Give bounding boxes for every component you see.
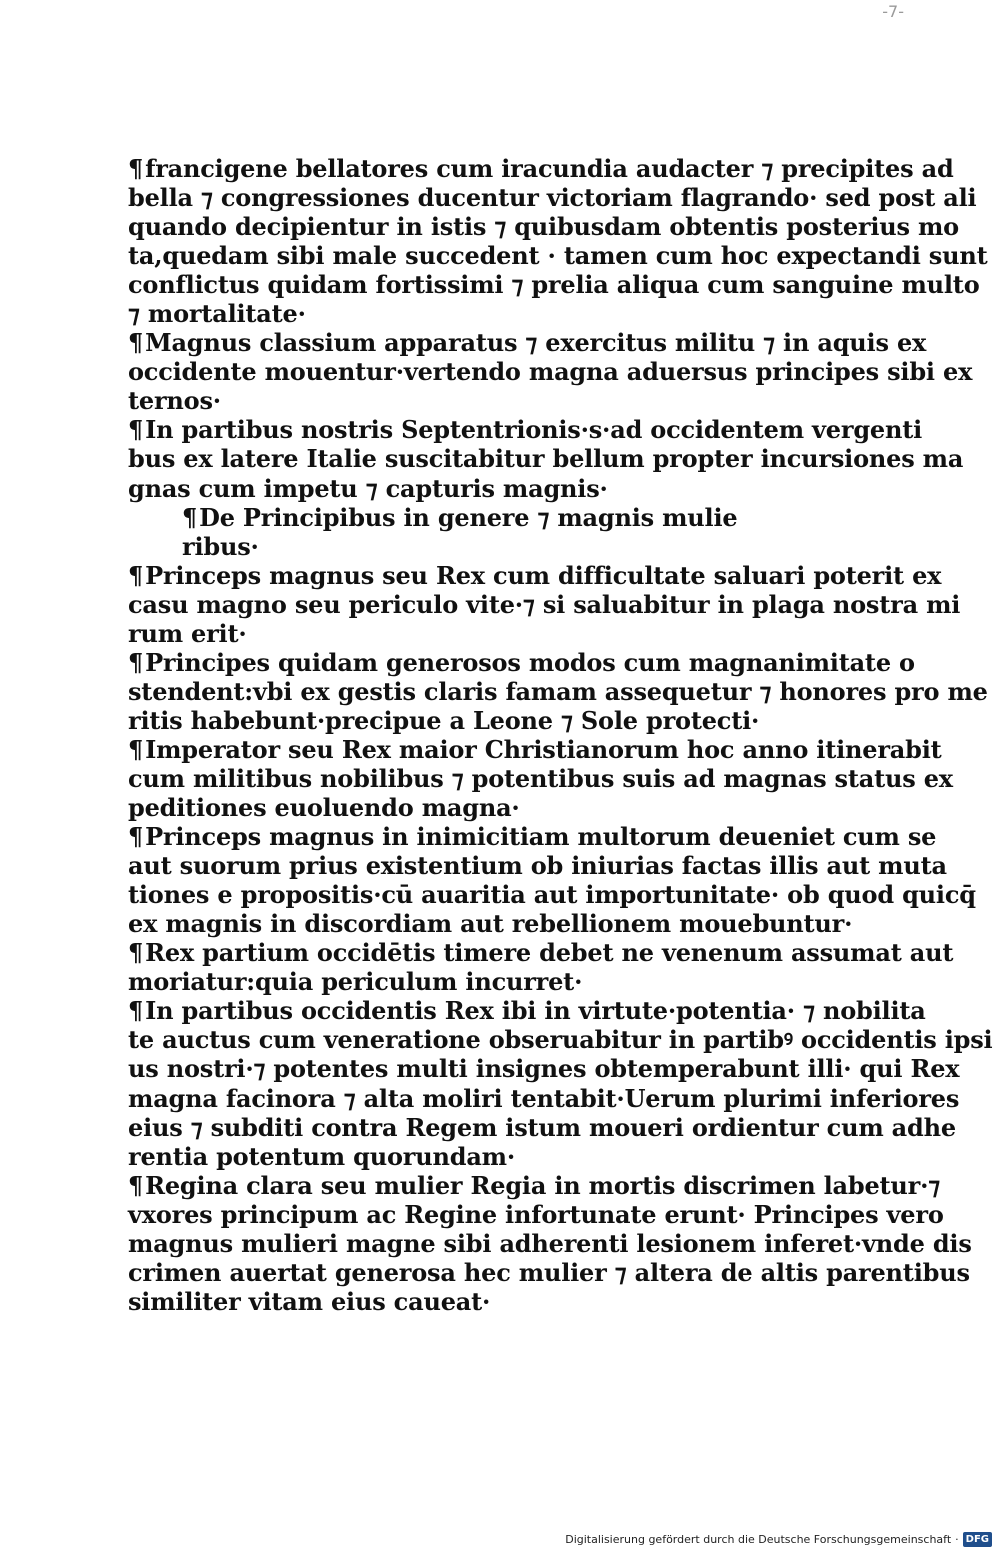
text-line <box>128 241 988 271</box>
dfg-logo: DFG <box>963 1532 992 1547</box>
text-line <box>128 1170 941 1200</box>
line-text: magna facinora ⁊ alta moliri tentabit·Uerum plurimi inferiores <box>128 1083 960 1113</box>
line-text: bus ex latere Italie suscitabitur bellum propter incursiones ma <box>128 444 964 474</box>
line-text: Princeps magnus in inimicitiam multorum deueniet cum se <box>145 822 937 852</box>
line-text: casu magno seu periculo vite·⁊ si saluabitur in plaga nostra mi <box>128 589 961 619</box>
line-text: conflictus quidam fortissimi ⁊ prelia aliqua cum sanguine multo <box>128 270 980 300</box>
text-line <box>128 793 833 822</box>
text-line <box>128 734 942 764</box>
text-line <box>128 1257 970 1287</box>
text-line <box>128 270 980 300</box>
text-line <box>128 415 923 445</box>
text-line <box>128 299 833 328</box>
text-line <box>128 1025 993 1055</box>
line-text: ritis habebunt·precipue a Leone ⁊ Sole protecti· <box>128 705 760 735</box>
line-text: magnus mulieri magne sibi adherenti lesionem inferet·vnde dis <box>128 1228 972 1258</box>
text-line <box>128 647 915 677</box>
corner-mark: -7- <box>882 2 904 21</box>
paragraph-mark: ¶ <box>128 1170 144 1200</box>
text-line <box>128 503 833 532</box>
line-text: francigene bellatores cum iracundia audacter ⁊ precipites ad <box>145 154 954 183</box>
line-text: Principes quidam generosos modos cum magnanimitate o <box>145 647 915 677</box>
line-text: ta,quedam sibi male succedent · tamen cum hoc expectandi sunt <box>128 241 988 271</box>
text-line <box>128 474 833 503</box>
text-line <box>128 851 947 881</box>
line-text: gnas cum impetu ⁊ capturis magnis· <box>128 473 608 503</box>
text-line <box>128 154 954 183</box>
paragraph-mark: ¶ <box>128 415 144 445</box>
line-text: ribus· <box>182 531 259 561</box>
line-text: De Principibus in genere ⁊ magnis mulie <box>199 502 738 532</box>
line-text: us nostri·⁊ potentes multi insignes obtemperabunt illi· qui Rex <box>128 1054 960 1084</box>
paragraph-mark: ¶ <box>128 822 144 852</box>
line-text: Rex partium occidētis timere debet ne venenum assumat aut <box>145 938 954 968</box>
text-line <box>128 938 954 968</box>
line-text: crimen auertat generosa hec mulier ⁊ altera de altis parentibus <box>128 1257 970 1287</box>
paragraph-mark: ¶ <box>128 560 144 590</box>
text-line <box>128 1054 960 1084</box>
line-text: quando decipientur in istis ⁊ quibusdam obtentis posterius mo <box>128 212 959 242</box>
line-text: ternos· <box>128 386 221 416</box>
text-line <box>128 1199 944 1229</box>
paragraph-mark: ¶ <box>128 996 144 1026</box>
paragraph-mark: ¶ <box>182 502 198 532</box>
text-line <box>128 676 988 706</box>
line-text: rum erit· <box>128 618 247 648</box>
paragraph-mark: ¶ <box>128 734 144 764</box>
line-text: vxores principum ac Regine infortunate erunt· Principes vero <box>128 1199 944 1229</box>
text-line <box>128 619 833 648</box>
paragraph-mark: ¶ <box>128 647 144 677</box>
text-line <box>128 328 927 358</box>
text-line <box>128 589 961 619</box>
line-text: ex magnis in discordiam aut rebellionem mouebuntur· <box>128 909 853 939</box>
footer-dot: · <box>955 1533 959 1546</box>
line-text: te auctus cum veneratione obseruabitur in partibꝰ occidentis ipsi <box>128 1025 993 1055</box>
text-line <box>128 763 953 793</box>
line-text: aut suorum prius existentium ob iniurias factas illis aut muta <box>128 851 947 881</box>
line-text: bella ⁊ congressiones ducentur victoriam flagrando· sed post ali <box>128 183 977 213</box>
text-line <box>128 212 959 242</box>
line-text: similiter vitam eius caueat· <box>128 1286 491 1316</box>
text-line <box>128 444 964 474</box>
line-text: Princeps magnus seu Rex cum difficultate saluari poterit ex <box>145 560 942 590</box>
text-block <box>128 154 993 1316</box>
line-text: cum militibus nobilibus ⁊ potentibus suis ad magnas status ex <box>128 763 953 793</box>
line-text: eius ⁊ subditi contra Regem istum moueri ordientur cum adhe <box>128 1112 956 1142</box>
text-line <box>128 1083 960 1113</box>
line-text: moriatur:quia periculum incurret· <box>128 967 583 997</box>
text-line <box>128 1112 956 1142</box>
text-line <box>128 183 977 213</box>
line-text: rentia potentum quorundam· <box>128 1141 516 1171</box>
line-text: ⁊ mortalitate· <box>128 299 306 329</box>
line-text: Magnus classium apparatus ⁊ exercitus militu ⁊ in aquis ex <box>145 328 927 358</box>
paragraph-mark: ¶ <box>128 154 144 183</box>
paragraph-mark: ¶ <box>128 938 144 968</box>
footer-credit: Digitalisierung gefördert durch die Deutsche Forschungsgemeinschaft <box>565 1533 952 1546</box>
line-text: Regina clara seu mulier Regia in mortis discrimen labetur·⁊ <box>145 1170 941 1200</box>
line-text: stendent:vbi ex gestis claris famam assequetur ⁊ honores pro me <box>128 676 988 706</box>
text-line <box>128 1228 972 1258</box>
line-text: In partibus occidentis Rex ibi in virtute·potentia· ⁊ nobilita <box>145 996 926 1026</box>
line-text: Imperator seu Rex maior Christianorum hoc anno itinerabit <box>145 734 942 764</box>
text-line <box>128 532 833 561</box>
text-line <box>128 357 973 387</box>
line-text: peditiones euoluendo magna· <box>128 793 520 823</box>
line-text: In partibus nostris Septentrionis·s·ad occidentem vergenti <box>145 415 923 445</box>
text-line <box>128 822 937 852</box>
text-line <box>128 967 833 996</box>
text-line <box>128 880 976 910</box>
text-line <box>128 909 853 939</box>
text-line <box>128 386 833 415</box>
footer <box>565 1532 992 1547</box>
line-text: occidente mouentur·vertendo magna aduersus principes sibi ex <box>128 357 973 387</box>
text-line <box>128 706 833 735</box>
text-line <box>128 1142 833 1171</box>
line-text: tiones e propositis·cū auaritia aut importunitate· ob quod quicq̄ <box>128 880 976 910</box>
text-line <box>128 560 942 590</box>
paragraph-mark: ¶ <box>128 328 144 358</box>
text-line <box>128 996 926 1026</box>
text-line <box>128 1287 833 1316</box>
